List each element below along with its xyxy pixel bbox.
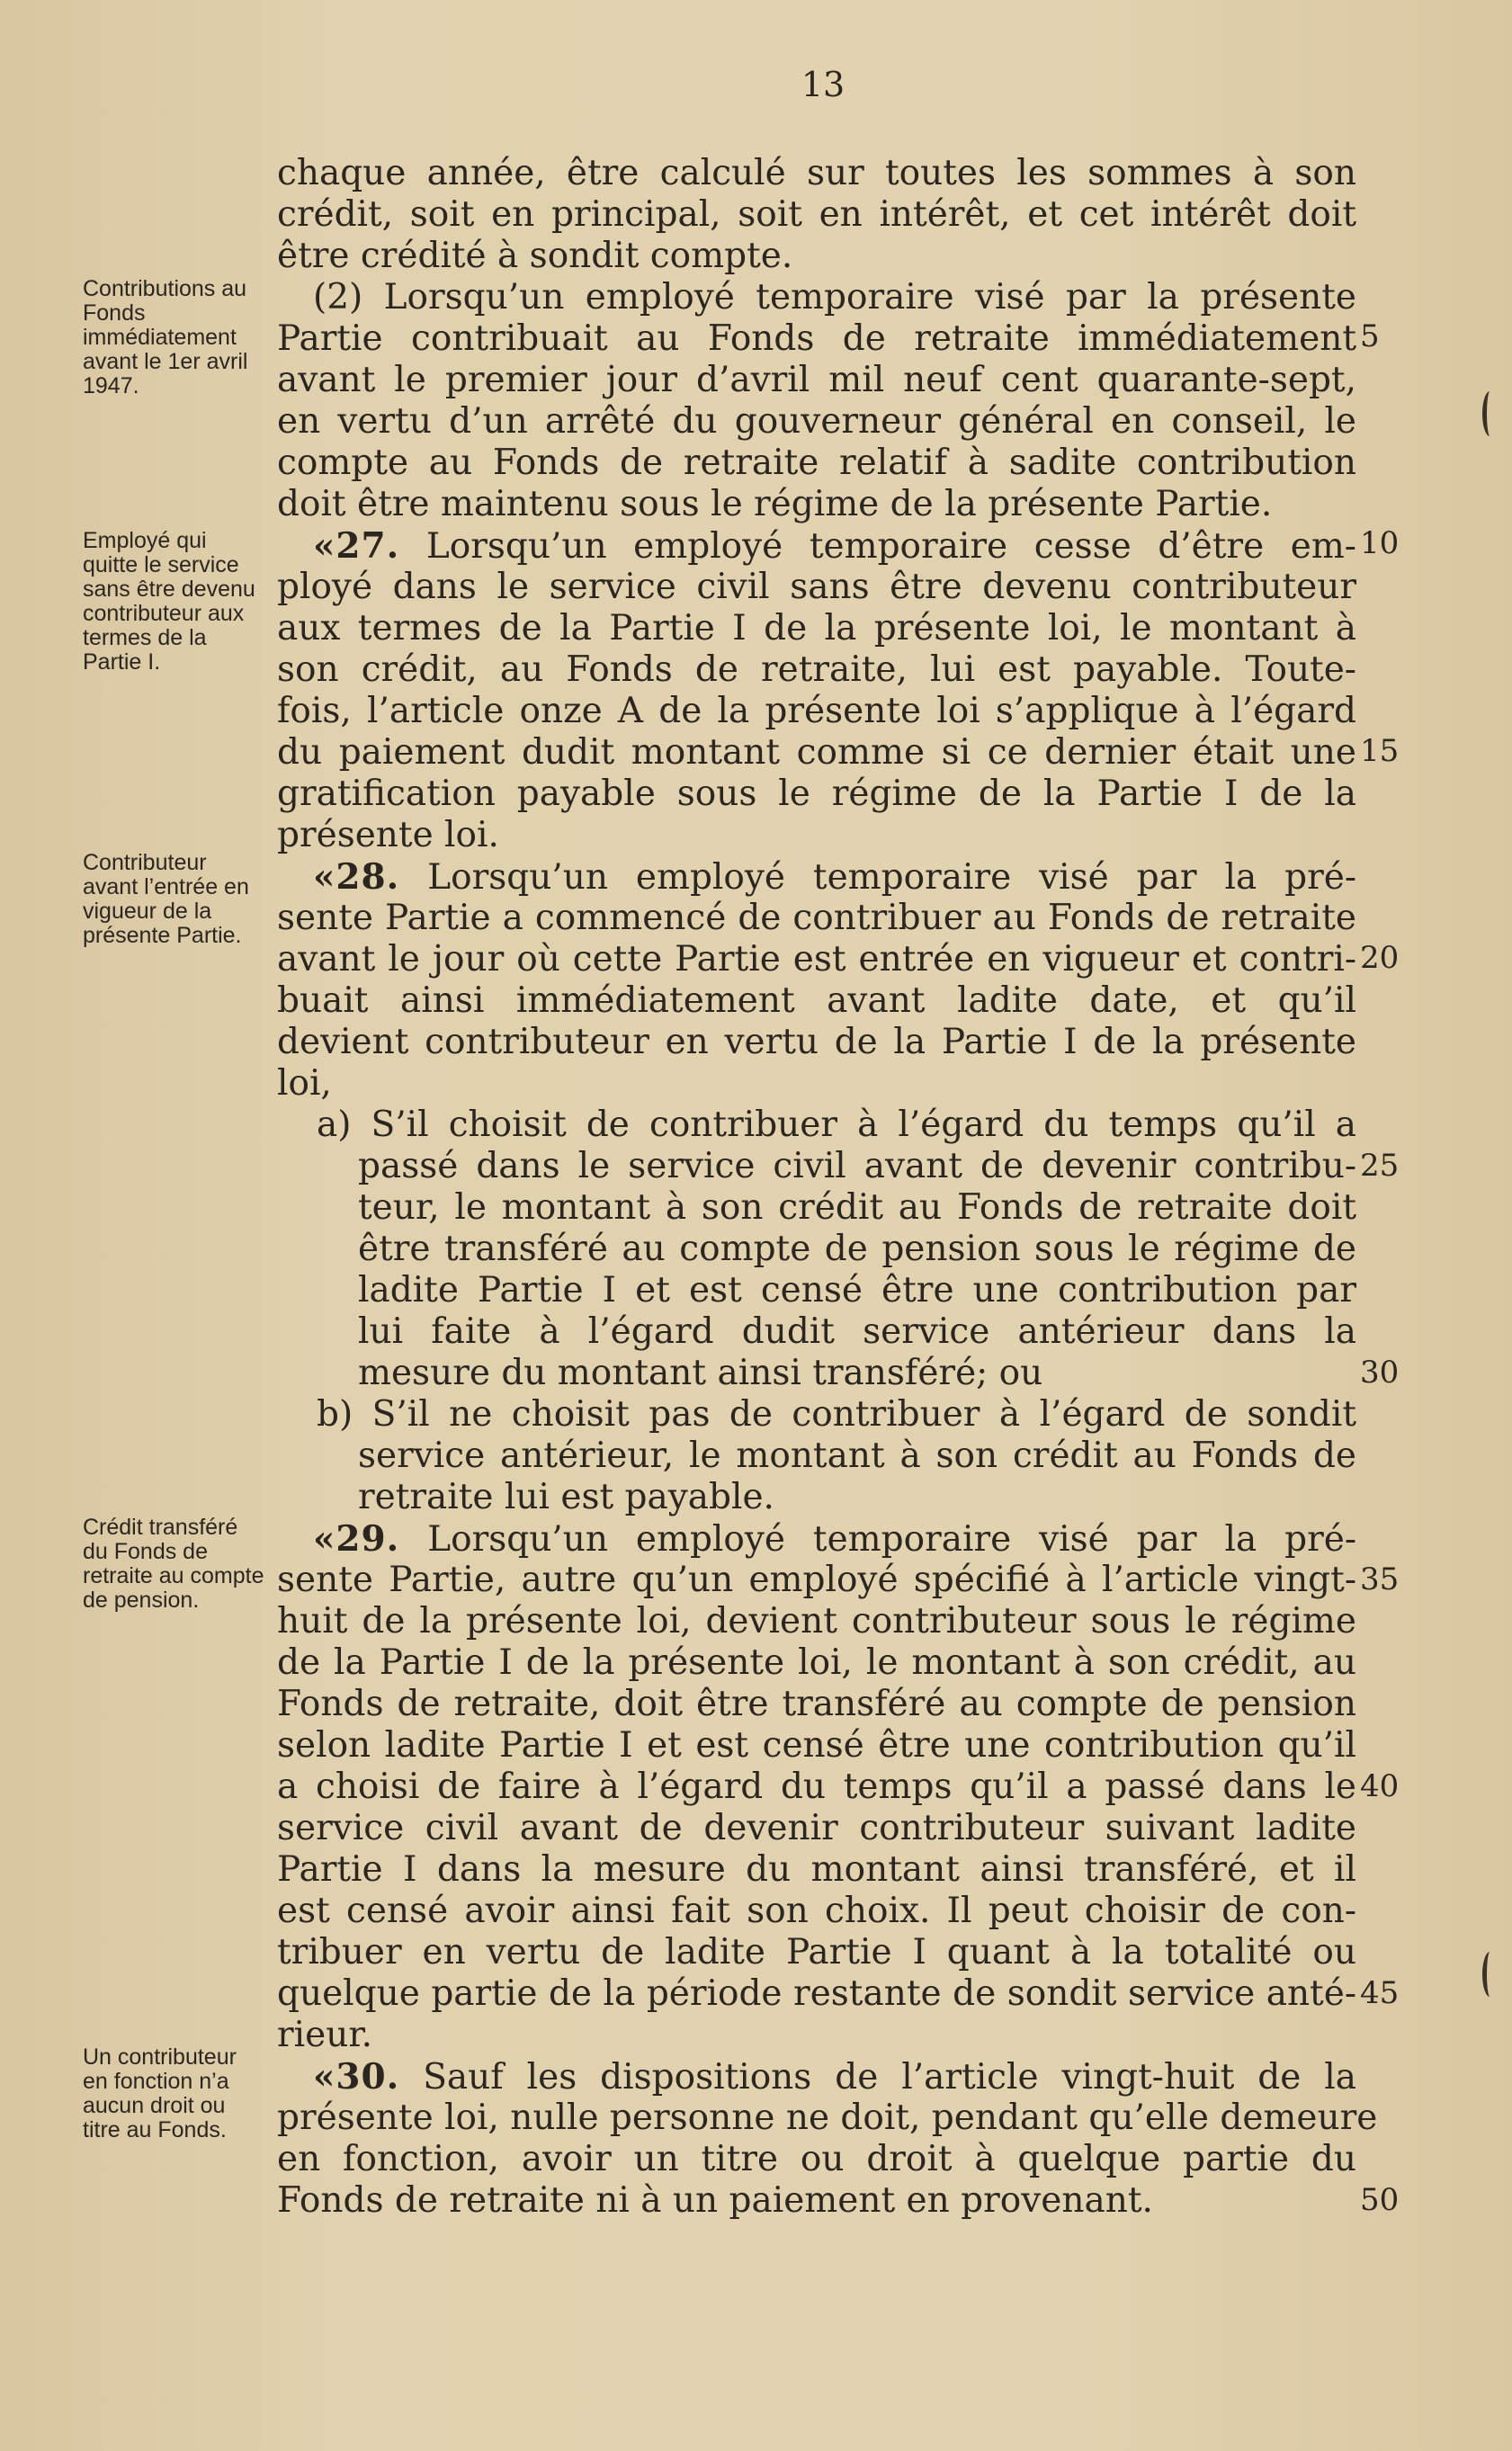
- text-line: sente Partie, autre qu’un employé spécifié à l’article vingt-: [277, 1560, 1356, 1600]
- text-line: mesure du montant ainsi transféré; ou: [358, 1353, 1043, 1393]
- marginal-note: Contributions au Fonds immédiatement avant le 1er avril 1947.: [83, 276, 248, 398]
- text-line: service civil avant de devenir contributeur suivant ladite: [277, 1808, 1356, 1848]
- line-number: 20: [1360, 940, 1400, 976]
- text-line: teur, le montant à son crédit au Fonds de retraite doit: [358, 1187, 1356, 1228]
- edge-mark: [1482, 391, 1498, 436]
- text-line: son crédit, au Fonds de retraite, lui est payable. Toute-: [277, 649, 1356, 690]
- text-line: rieur.: [277, 2015, 373, 2055]
- section-marker: «27.: [313, 525, 400, 567]
- text-line: lui faite à l’égard dudit service antérieur dans la: [358, 1311, 1356, 1352]
- text-line: buait ainsi immédiatement avant ladite date, et qu’il: [277, 980, 1356, 1021]
- section-27-first-line: [313, 525, 1356, 568]
- line-number: 35: [1360, 1561, 1400, 1597]
- text-line: avant le jour où cette Partie est entrée en vigueur et contri-: [277, 939, 1356, 980]
- text-line: huit de la présente loi, devient contributeur sous le régime: [277, 1601, 1356, 1641]
- text-line: aux termes de la Partie I de la présente loi, le montant à: [277, 608, 1356, 649]
- text-span: Lorsqu’un employé temporaire visé par la pré-: [427, 857, 1357, 898]
- text-line: service antérieur, le montant à son crédit au Fonds de: [358, 1436, 1356, 1476]
- item-a-first-line: a) S’il choisit de contribuer à l’égard du temps qu’il a: [317, 1105, 1356, 1145]
- text-line: doit être maintenu sous le régime de la présente Partie.: [277, 484, 1273, 524]
- text-line: tribuer en vertu de ladite Partie I quant à la totalité ou: [277, 1932, 1356, 1972]
- marginal-note: Contributeur avant l’entrée en vigueur de la présente Partie.: [83, 850, 249, 948]
- text-line: fois, l’article onze A de la présente loi s’applique à l’égard: [277, 691, 1356, 731]
- section-marker: «30.: [313, 2056, 400, 2098]
- text-line: du paiement dudit montant comme si ce dernier était une: [277, 732, 1356, 773]
- section-marker: «28.: [313, 856, 400, 898]
- section-marker: «29.: [313, 1518, 400, 1560]
- section-30-first-line: [313, 2056, 1356, 2098]
- text-line: sente Partie a commencé de contribuer au Fonds de retraite: [277, 898, 1356, 938]
- text-line: en vertu d’un arrêté du gouverneur général en conseil, le: [277, 401, 1356, 442]
- line-number: 45: [1360, 1975, 1400, 2011]
- edge-mark: [1482, 1952, 1498, 1997]
- text-line: Partie contribuait au Fonds de retraite immédiatement: [277, 318, 1356, 359]
- text-line: a choisi de faire à l’égard du temps qu’il a passé dans le: [277, 1767, 1356, 1807]
- text-span: Lorsqu’un employé temporaire cesse d’être em-: [425, 526, 1356, 567]
- text-line: ployé dans le service civil sans être devenu contributeur: [277, 567, 1356, 607]
- text-line: est censé avoir ainsi fait son choix. Il peut choisir de con-: [277, 1891, 1356, 1931]
- text-line: Fonds de retraite ni à un paiement en provenant.: [277, 2180, 1153, 2221]
- text-line: passé dans le service civil avant de devenir contribu-: [358, 1146, 1356, 1186]
- line-number: 50: [1360, 2182, 1400, 2218]
- text-line: loi,: [277, 1063, 332, 1104]
- text-line: Fonds de retraite, doit être transféré au compte de pension: [277, 1684, 1356, 1724]
- text-span: Sauf les dispositions de l’article vingt-huit de la: [423, 2057, 1356, 2098]
- text-line: présente loi, nulle personne ne doit, pendant qu’elle demeure: [277, 2098, 1378, 2138]
- line-number: 10: [1360, 525, 1400, 561]
- text-line: compte au Fonds de retraite relatif à sadite contribution: [277, 443, 1356, 483]
- item-b-first-line: b) S’il ne choisit pas de contribuer à l’égard de sondit: [317, 1394, 1356, 1435]
- section-28-first-line: [313, 856, 1356, 899]
- line-number: 25: [1360, 1148, 1400, 1184]
- page-number: 13: [801, 65, 845, 104]
- line-number: 30: [1360, 1355, 1400, 1391]
- text-line: ladite Partie I et est censé être une contribution par: [358, 1270, 1356, 1310]
- text-line: selon ladite Partie I et est censé être une contribution qu’il: [277, 1725, 1356, 1766]
- text-line: gratification payable sous le régime de la Partie I de la: [277, 774, 1356, 814]
- text-line: chaque année, être calculé sur toutes les sommes à son: [277, 153, 1356, 193]
- text-line: retraite lui est payable.: [358, 1477, 774, 1517]
- marginal-note: Un contributeur en fonction n’a aucun droit ou titre au Fonds.: [83, 2044, 237, 2142]
- text-line: devient contributeur en vertu de la Partie I de la présente: [277, 1022, 1356, 1062]
- text-line: Partie I dans la mesure du montant ainsi transféré, et il: [277, 1849, 1356, 1890]
- text-line: en fonction, avoir un titre ou droit à quelque partie du: [277, 2139, 1356, 2179]
- text-line: de la Partie I de la présente loi, le montant à son crédit, au: [277, 1642, 1356, 1683]
- line-number: 5: [1360, 318, 1380, 354]
- text-line: quelque partie de la période restante de sondit service anté-: [277, 1973, 1356, 2014]
- text-line: être transféré au compte de pension sous le régime de: [358, 1229, 1356, 1269]
- text-line: présente loi.: [277, 815, 499, 855]
- text-line: être crédité à sondit compte.: [277, 236, 793, 276]
- line-number: 15: [1360, 733, 1400, 769]
- text-span: Lorsqu’un employé temporaire visé par la pré-: [427, 1519, 1357, 1560]
- text-line: avant le premier jour d’avril mil neuf cent quarante-sept,: [277, 360, 1356, 400]
- marginal-note: Crédit transféré du Fonds de retraite au compte de pension.: [83, 1515, 264, 1613]
- marginal-note: Employé qui quitte le service sans être devenu contributeur aux termes de la Partie I.: [83, 528, 255, 675]
- text-line: crédit, soit en principal, soit en intérêt, et cet intérêt doit: [277, 194, 1356, 235]
- line-number: 40: [1360, 1768, 1400, 1804]
- text-line: (2) Lorsqu’un employé temporaire visé par la présente: [313, 277, 1356, 318]
- section-29-first-line: [313, 1518, 1356, 1561]
